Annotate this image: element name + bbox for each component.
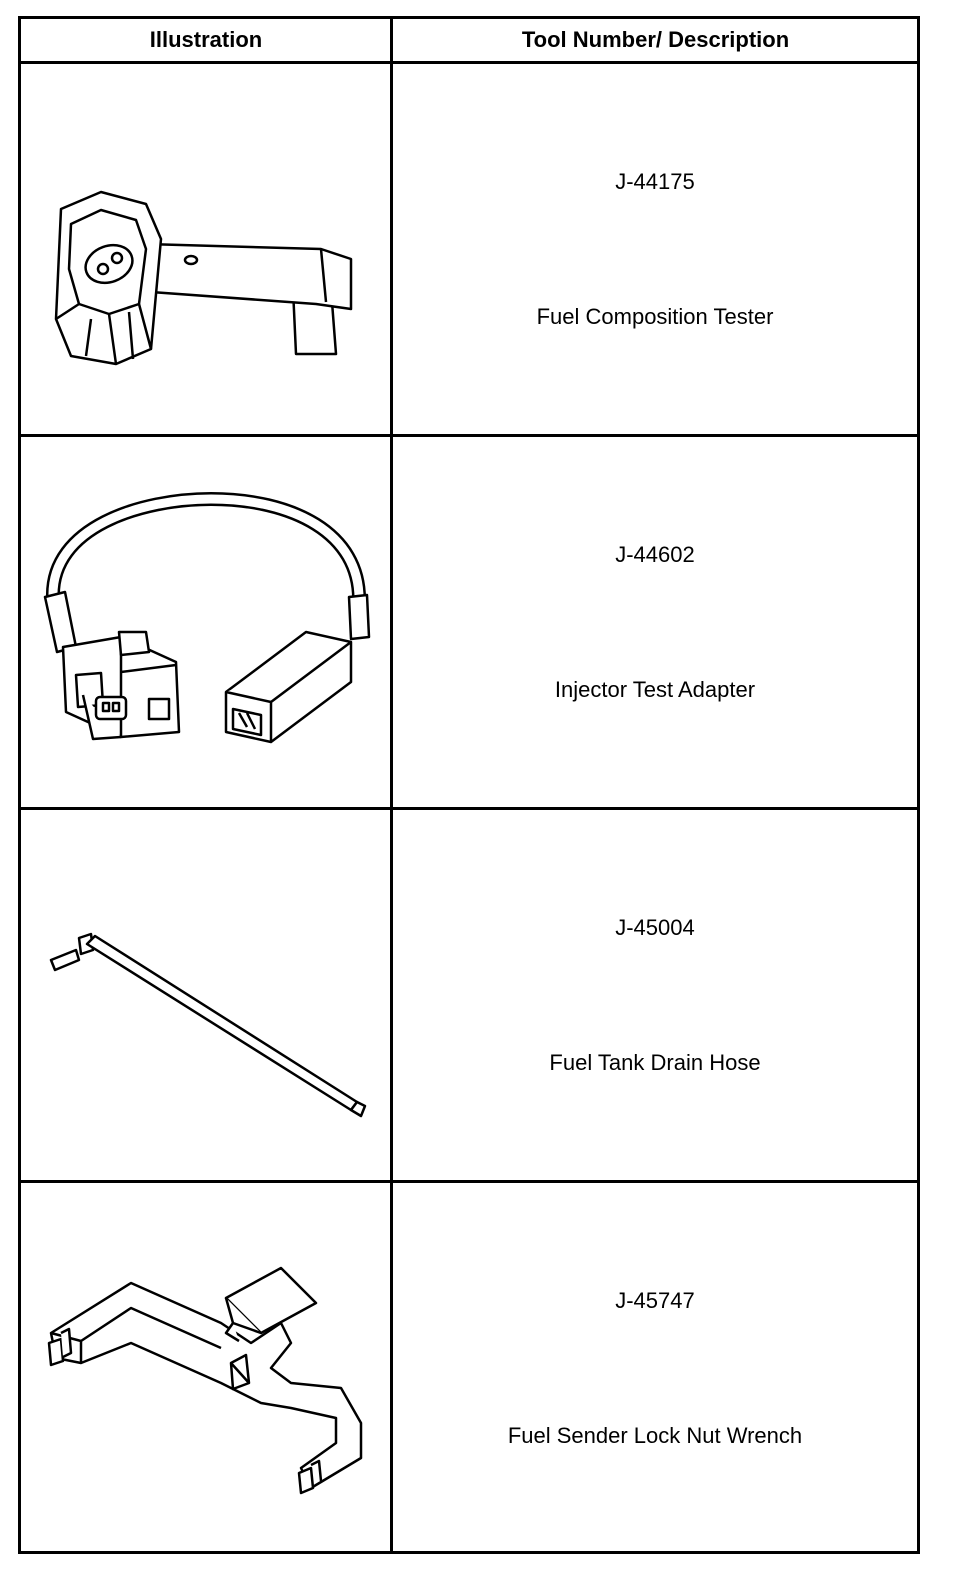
description-cell: [393, 810, 917, 1180]
table-header: [21, 19, 917, 64]
tool-description: Injector Test Adapter: [554, 677, 756, 702]
table-row: [21, 1183, 917, 1551]
header-illustration: Illustration: [149, 27, 263, 52]
table-row: [21, 64, 917, 434]
fuel-composition-tester-icon: [21, 64, 390, 434]
tool-number: J-44602: [615, 542, 695, 567]
description-cell: [393, 437, 917, 807]
tool-number: J-44175: [615, 169, 695, 194]
tool-number: J-45004: [615, 915, 695, 940]
description-cell: [393, 64, 917, 434]
tool-number: J-45747: [615, 1288, 695, 1313]
tool-table: [18, 16, 920, 1554]
illustration-cell: [21, 64, 390, 434]
tool-description: Fuel Composition Tester: [536, 304, 774, 329]
tool-description: Fuel Tank Drain Hose: [549, 1050, 761, 1075]
fuel-tank-drain-hose-icon: [21, 810, 390, 1180]
table-row: [21, 437, 917, 807]
illustration-cell: [21, 437, 390, 807]
illustration-cell: [21, 810, 390, 1180]
tool-description: Fuel Sender Lock Nut Wrench: [507, 1423, 803, 1448]
header-tool-description: Tool Number/ Description: [521, 27, 790, 52]
illustration-cell: [21, 1183, 390, 1551]
description-cell: [393, 1183, 917, 1551]
lock-nut-wrench-icon: [21, 1183, 390, 1551]
table-row: [21, 810, 917, 1180]
injector-test-adapter-icon: [21, 437, 390, 807]
